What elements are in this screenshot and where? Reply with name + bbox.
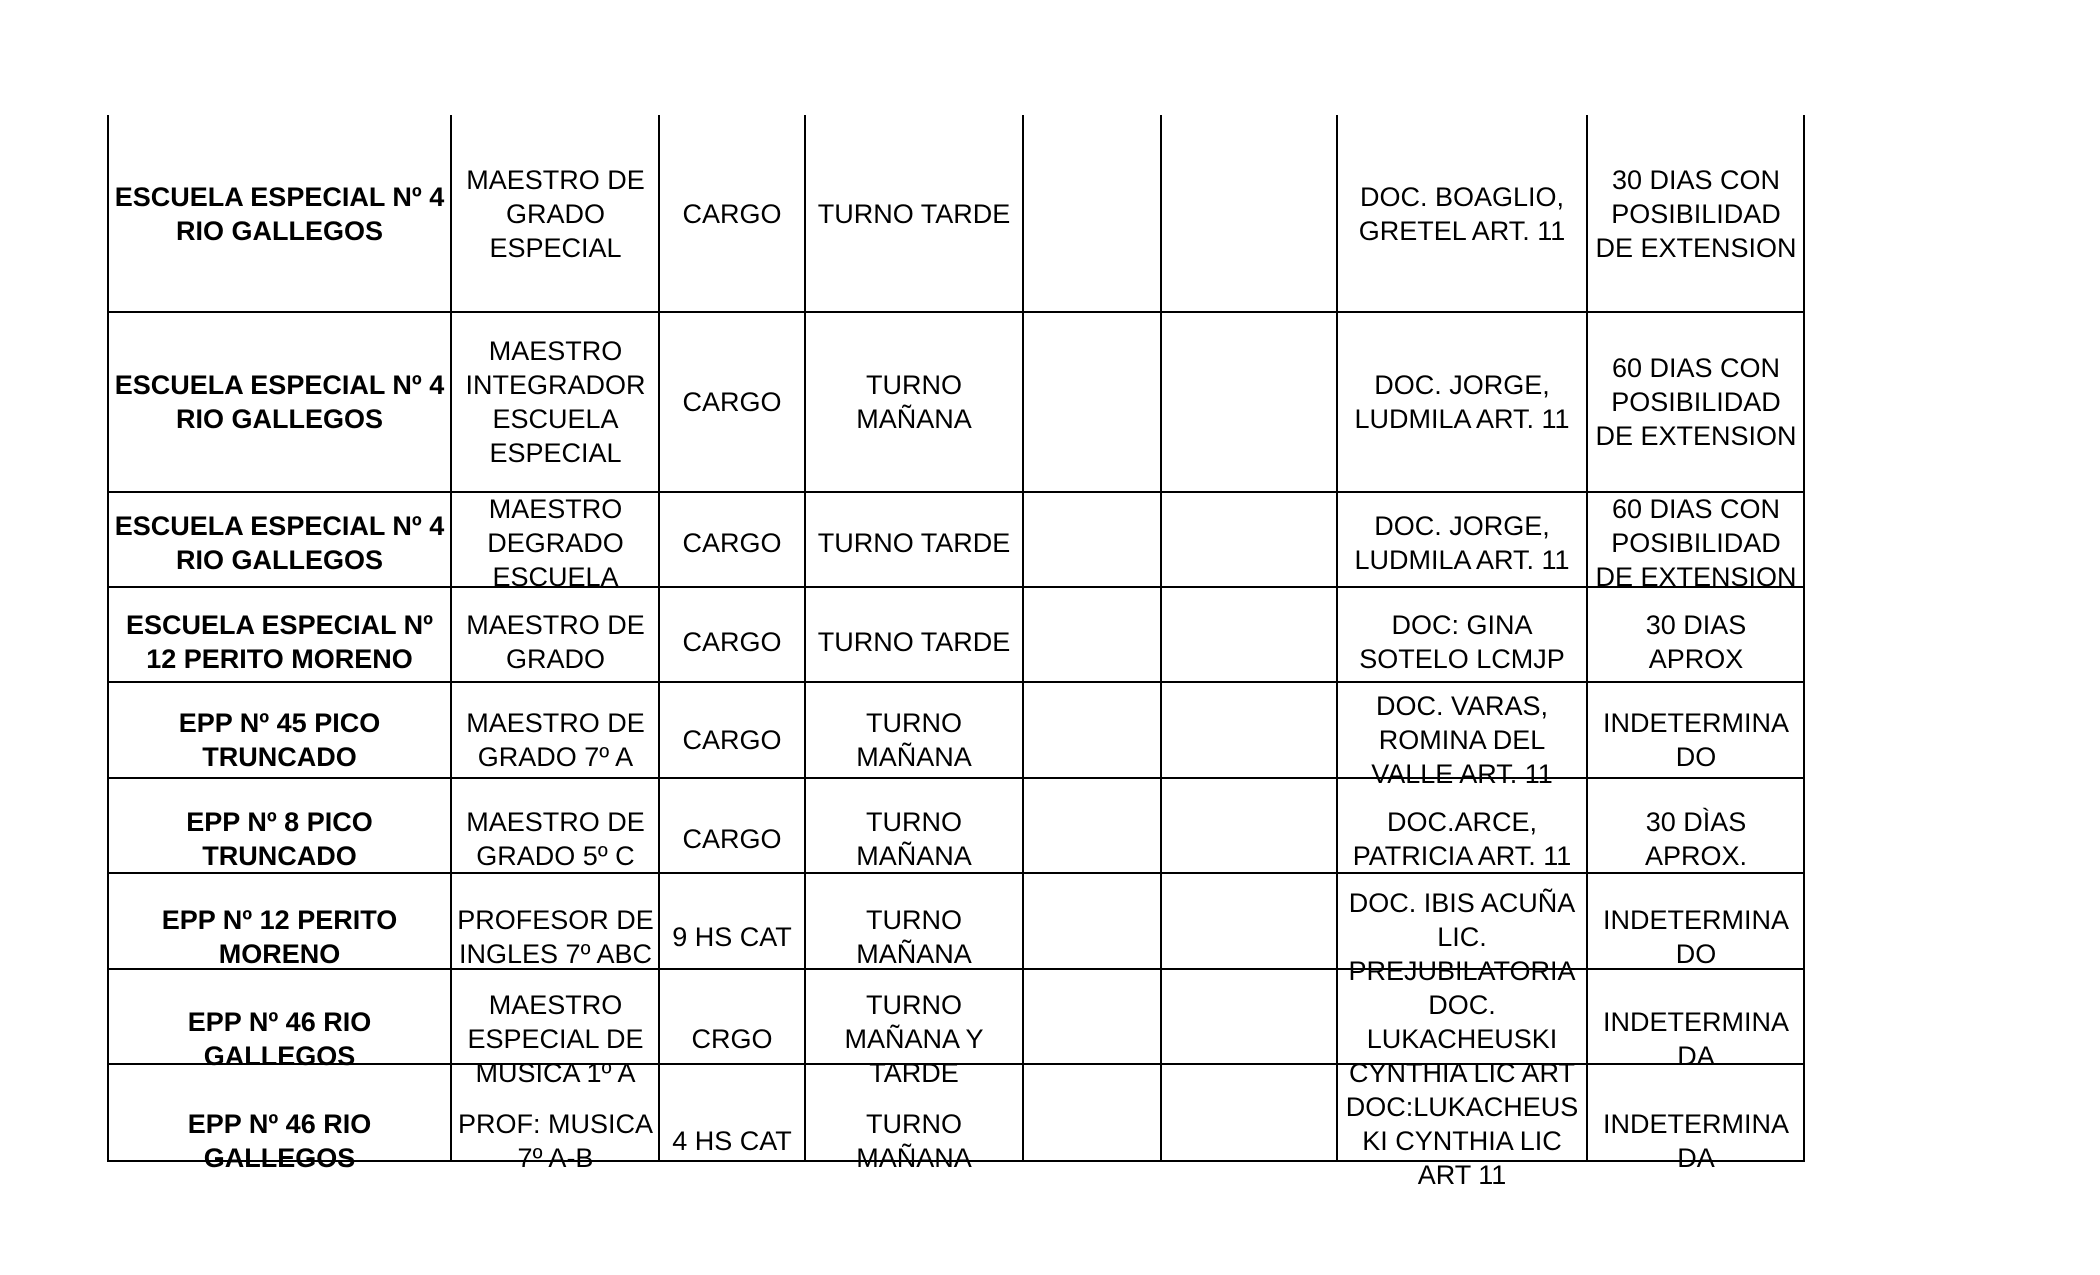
empty-cell [1161,492,1337,594]
type-text: CARGO [682,626,782,657]
school-cell [107,886,452,988]
shift-text: TURNO MAÑANA [856,1109,972,1173]
shift-cell [805,988,1023,1090]
shift-cell [805,1090,1023,1192]
position-text: MAESTRO DE GRADO 5º C [466,806,645,871]
empty-cell [1161,1090,1337,1192]
type-cell [659,492,805,594]
empty-cell [1161,312,1337,492]
type-text: 4 HS CAT [672,1126,792,1156]
shift-text: TURNO MAÑANA [856,370,972,434]
position-text: MAESTRO DE GRADO 7º A [466,708,645,772]
shift-cell [805,689,1023,791]
position-text: MAESTRO ESPECIAL DE MUSICA 1º A [467,990,644,1088]
replaces-text: DOC. JORGE, LUDMILA ART. 11 [1354,370,1570,434]
position-cell [452,115,659,312]
type-cell [659,312,805,492]
duration-cell [1587,791,1805,886]
position-text: MAESTRO DEGRADO ESCUELA [487,494,624,592]
school-text: EPP Nº 45 PICO TRUNCADO [178,708,381,772]
position-cell [452,1090,659,1192]
shift-text: TURNO MAÑANA [856,905,972,969]
shift-text: TURNO TARDE [817,626,1011,657]
empty-cell [1023,689,1161,791]
school-cell [107,492,452,594]
duration-cell [1587,886,1805,988]
type-text: CARGO [682,387,782,417]
duration-cell [1587,492,1805,594]
position-text: MAESTRO DE GRADO ESPECIAL [466,164,645,263]
replaces-cell [1337,988,1587,1090]
school-text: ESCUELA ESPECIAL Nº 4 RIO GALLEGOS [114,181,445,246]
table-row [107,689,1805,791]
replaces-text: DOC. IBIS ACUÑA LIC. PREJUBILATORIA [1348,888,1576,986]
type-text: CARGO [682,725,782,755]
replaces-text: DOC. LUKACHEUSKI CYNTHIA LIC ART [1348,990,1576,1088]
replaces-text: DOC.ARCE, PATRICIA ART. 11 [1352,806,1572,871]
type-cell [659,988,805,1090]
replaces-text: DOC. VARAS, ROMINA DEL VALLE ART. 11 [1371,691,1553,789]
duration-text: INDETERMINA DA [1602,1007,1789,1071]
duration-text: INDETERMINA DA [1602,1109,1789,1173]
position-cell [452,312,659,492]
position-cell [452,689,659,791]
position-text: PROFESOR DE INGLES 7º ABC [457,905,654,969]
duration-cell [1587,689,1805,791]
replaces-text: DOC. JORGE, LUDMILA ART. 11 [1354,511,1570,575]
school-text: EPP Nº 8 PICO TRUNCADO [186,806,373,871]
type-cell [659,1090,805,1192]
empty-cell [1161,791,1337,886]
shift-text: TURNO TARDE [817,528,1011,558]
empty-cell [1023,312,1161,492]
type-cell [659,115,805,312]
school-cell [107,594,452,689]
table-row [107,988,1805,1090]
replaces-text: DOC: GINA SOTELO LCMJP [1359,609,1565,674]
empty-cell [1161,115,1337,312]
position-text: MAESTRO DE GRADO [466,609,645,674]
school-cell [107,1090,452,1192]
duration-cell [1587,988,1805,1090]
school-text: EPP Nº 12 PERITO MORENO [161,905,398,969]
school-text: ESCUELA ESPECIAL Nº 4 RIO GALLEGOS [114,511,445,575]
school-cell [107,988,452,1090]
duration-cell [1587,115,1805,312]
school-text: ESCUELA ESPECIAL Nº 4 RIO GALLEGOS [114,370,445,434]
vacancy-table [107,115,1805,1190]
empty-cell [1023,492,1161,594]
replaces-text: DOC:LUKACHEUS KI CYNTHIA LIC ART 11 [1345,1092,1579,1190]
duration-text: 60 DIAS CON POSIBILIDAD DE EXTENSION [1595,494,1797,592]
position-cell [452,886,659,988]
empty-cell [1161,886,1337,988]
type-cell [659,689,805,791]
position-cell [452,988,659,1090]
empty-cell [1023,1090,1161,1192]
type-cell [659,791,805,886]
school-cell [107,115,452,312]
school-text: EPP Nº 46 RIO GALLEGOS [187,1007,372,1071]
shift-cell [805,886,1023,988]
replaces-cell [1337,492,1587,594]
empty-cell [1161,988,1337,1090]
shift-text: TURNO MAÑANA Y TARDE [844,990,984,1088]
position-text: PROF: MUSICA 7º A-B [457,1109,653,1173]
table-row [107,886,1805,988]
school-cell [107,689,452,791]
type-text: CARGO [682,198,782,229]
position-cell [452,492,659,594]
shift-cell [805,594,1023,689]
empty-cell [1023,886,1161,988]
vacancy-grid [107,115,1805,1192]
position-text: MAESTRO INTEGRADOR ESCUELA ESPECIAL [465,336,646,468]
school-cell [107,791,452,886]
shift-cell [805,492,1023,594]
shift-text: TURNO MAÑANA [856,708,972,772]
shift-cell [805,312,1023,492]
type-cell [659,886,805,988]
table-row [107,1090,1805,1192]
table-row [107,115,1805,312]
shift-cell [805,791,1023,886]
position-cell [452,791,659,886]
school-text: ESCUELA ESPECIAL Nº 12 PERITO MORENO [126,609,433,674]
empty-cell [1023,115,1161,312]
type-cell [659,594,805,689]
duration-text: 30 DIAS APROX [1645,609,1747,674]
table-row [107,791,1805,886]
duration-cell [1587,1090,1805,1192]
type-text: CARGO [682,528,782,558]
school-cell [107,312,452,492]
school-text: EPP Nº 46 RIO GALLEGOS [187,1109,372,1173]
shift-text: TURNO MAÑANA [856,806,972,871]
replaces-cell [1337,791,1587,886]
replaces-cell [1337,115,1587,312]
replaces-cell [1337,1090,1587,1192]
duration-text: 30 DÌAS APROX. [1644,806,1748,871]
table-row [107,312,1805,492]
duration-text: INDETERMINA DO [1602,708,1789,772]
empty-cell [1023,791,1161,886]
replaces-cell [1337,594,1587,689]
duration-text: 30 DIAS CON POSIBILIDAD DE EXTENSION [1595,164,1797,263]
empty-cell [1023,594,1161,689]
table-row [107,492,1805,594]
replaces-cell [1337,689,1587,791]
type-text: 9 HS CAT [672,922,792,952]
replaces-text: DOC. BOAGLIO, GRETEL ART. 11 [1358,181,1566,246]
table-row [107,594,1805,689]
duration-text: INDETERMINA DO [1602,905,1789,969]
duration-cell [1587,312,1805,492]
position-cell [452,594,659,689]
empty-cell [1023,988,1161,1090]
replaces-cell [1337,886,1587,988]
type-text: CRGO [691,1024,773,1054]
shift-text: TURNO TARDE [817,198,1011,229]
duration-cell [1587,594,1805,689]
duration-text: 60 DIAS CON POSIBILIDAD DE EXTENSION [1595,353,1797,451]
empty-cell [1161,594,1337,689]
empty-cell [1161,689,1337,791]
type-text: CARGO [682,823,782,854]
shift-cell [805,115,1023,312]
replaces-cell [1337,312,1587,492]
